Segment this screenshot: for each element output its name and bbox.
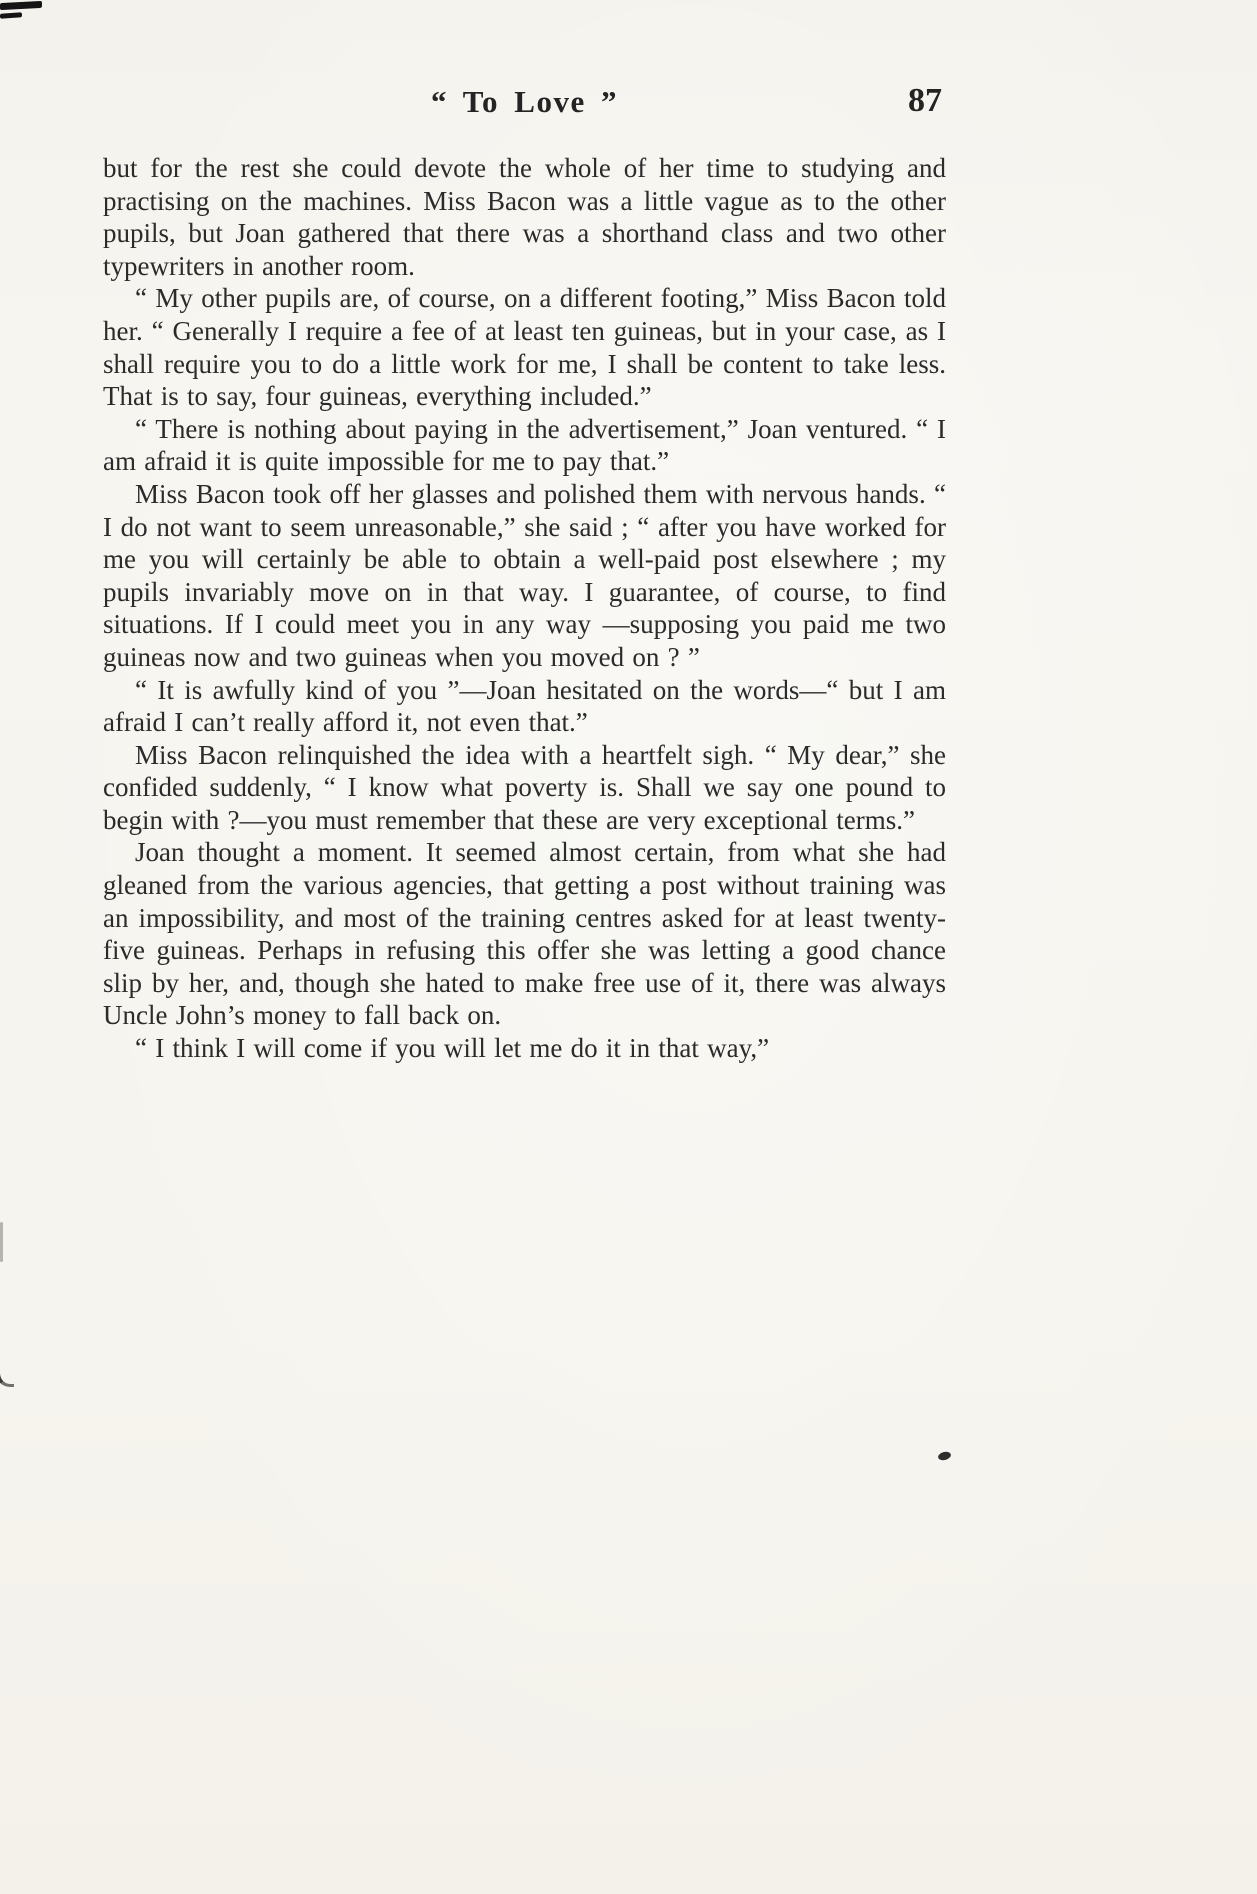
paragraph: Joan thought a moment. It seemed almost certain, from what she had gleaned from the various agencies, that getting a post without training was an impossibility, and most of the training centres asked for at least twenty-five guineas. Perhaps in refusing this offer she was letting a good chance slip by her, and, though she hated to make free use of it, there was always Uncle John’s money to fall back on.	[103, 837, 946, 1031]
book-page	[103, 84, 946, 1065]
ink-dot-bottom-right	[937, 1450, 952, 1461]
page-number: 87	[908, 82, 942, 119]
ink-mark-top-left	[0, 1, 42, 10]
paragraph: but for the rest she could devote the whole of her time to studying and practising on the machines. Miss Bacon was a little vague as to the other pupils, but Joan gathered that there was a shorthand class and two other typewriters in another room.	[103, 153, 946, 281]
paragraph: Miss Bacon relinquished the idea with a heartfelt sigh. “ My dear,” she confided suddenly, “ I know what poverty is. Shall we say one pound to begin with ?—you must remember that these are very exceptional terms.”	[103, 739, 946, 835]
page-header	[103, 84, 946, 128]
paragraph: “ My other pupils are, of course, on a different footing,” Miss Bacon told her. “ Generally I require a fee of at least ten guineas, but in your case, as I shall require you to do a little work for me, I shall be content to take less. That is to say, four guineas, everything included.”	[103, 283, 946, 412]
page-body	[103, 152, 946, 1065]
paragraph: Miss Bacon took off her glasses and polished them with nervous hands. “ I do not want to seem unreasonable,” she said ; “ after you have worked for me you will certainly be able to obtain a well-paid post elsewhere ; my pupils invariably move on in that way. I guarantee, of course, to find situations. If I could meet you in any way —supposing you paid me two guineas now and two guineas when you moved on ? ”	[103, 478, 946, 672]
scan-mark-left-edge	[0, 1222, 3, 1262]
paragraph: “ There is nothing about paying in the advertisement,” Joan ventured. “ I am afraid it is quite impossible for me to pay that.”	[103, 413, 946, 477]
ink-mark-left-margin	[0, 1338, 14, 1387]
paragraph: “ It is awfully kind of you ”—Joan hesitated on the words—“ but I am afraid I can’t really afford it, not even that.”	[103, 674, 946, 738]
paragraph: “ I think I will come if you will let me do it in that way,”	[135, 1033, 770, 1064]
running-title: “ To Love ”	[431, 84, 618, 119]
ink-mark-top-left-small	[0, 12, 22, 19]
